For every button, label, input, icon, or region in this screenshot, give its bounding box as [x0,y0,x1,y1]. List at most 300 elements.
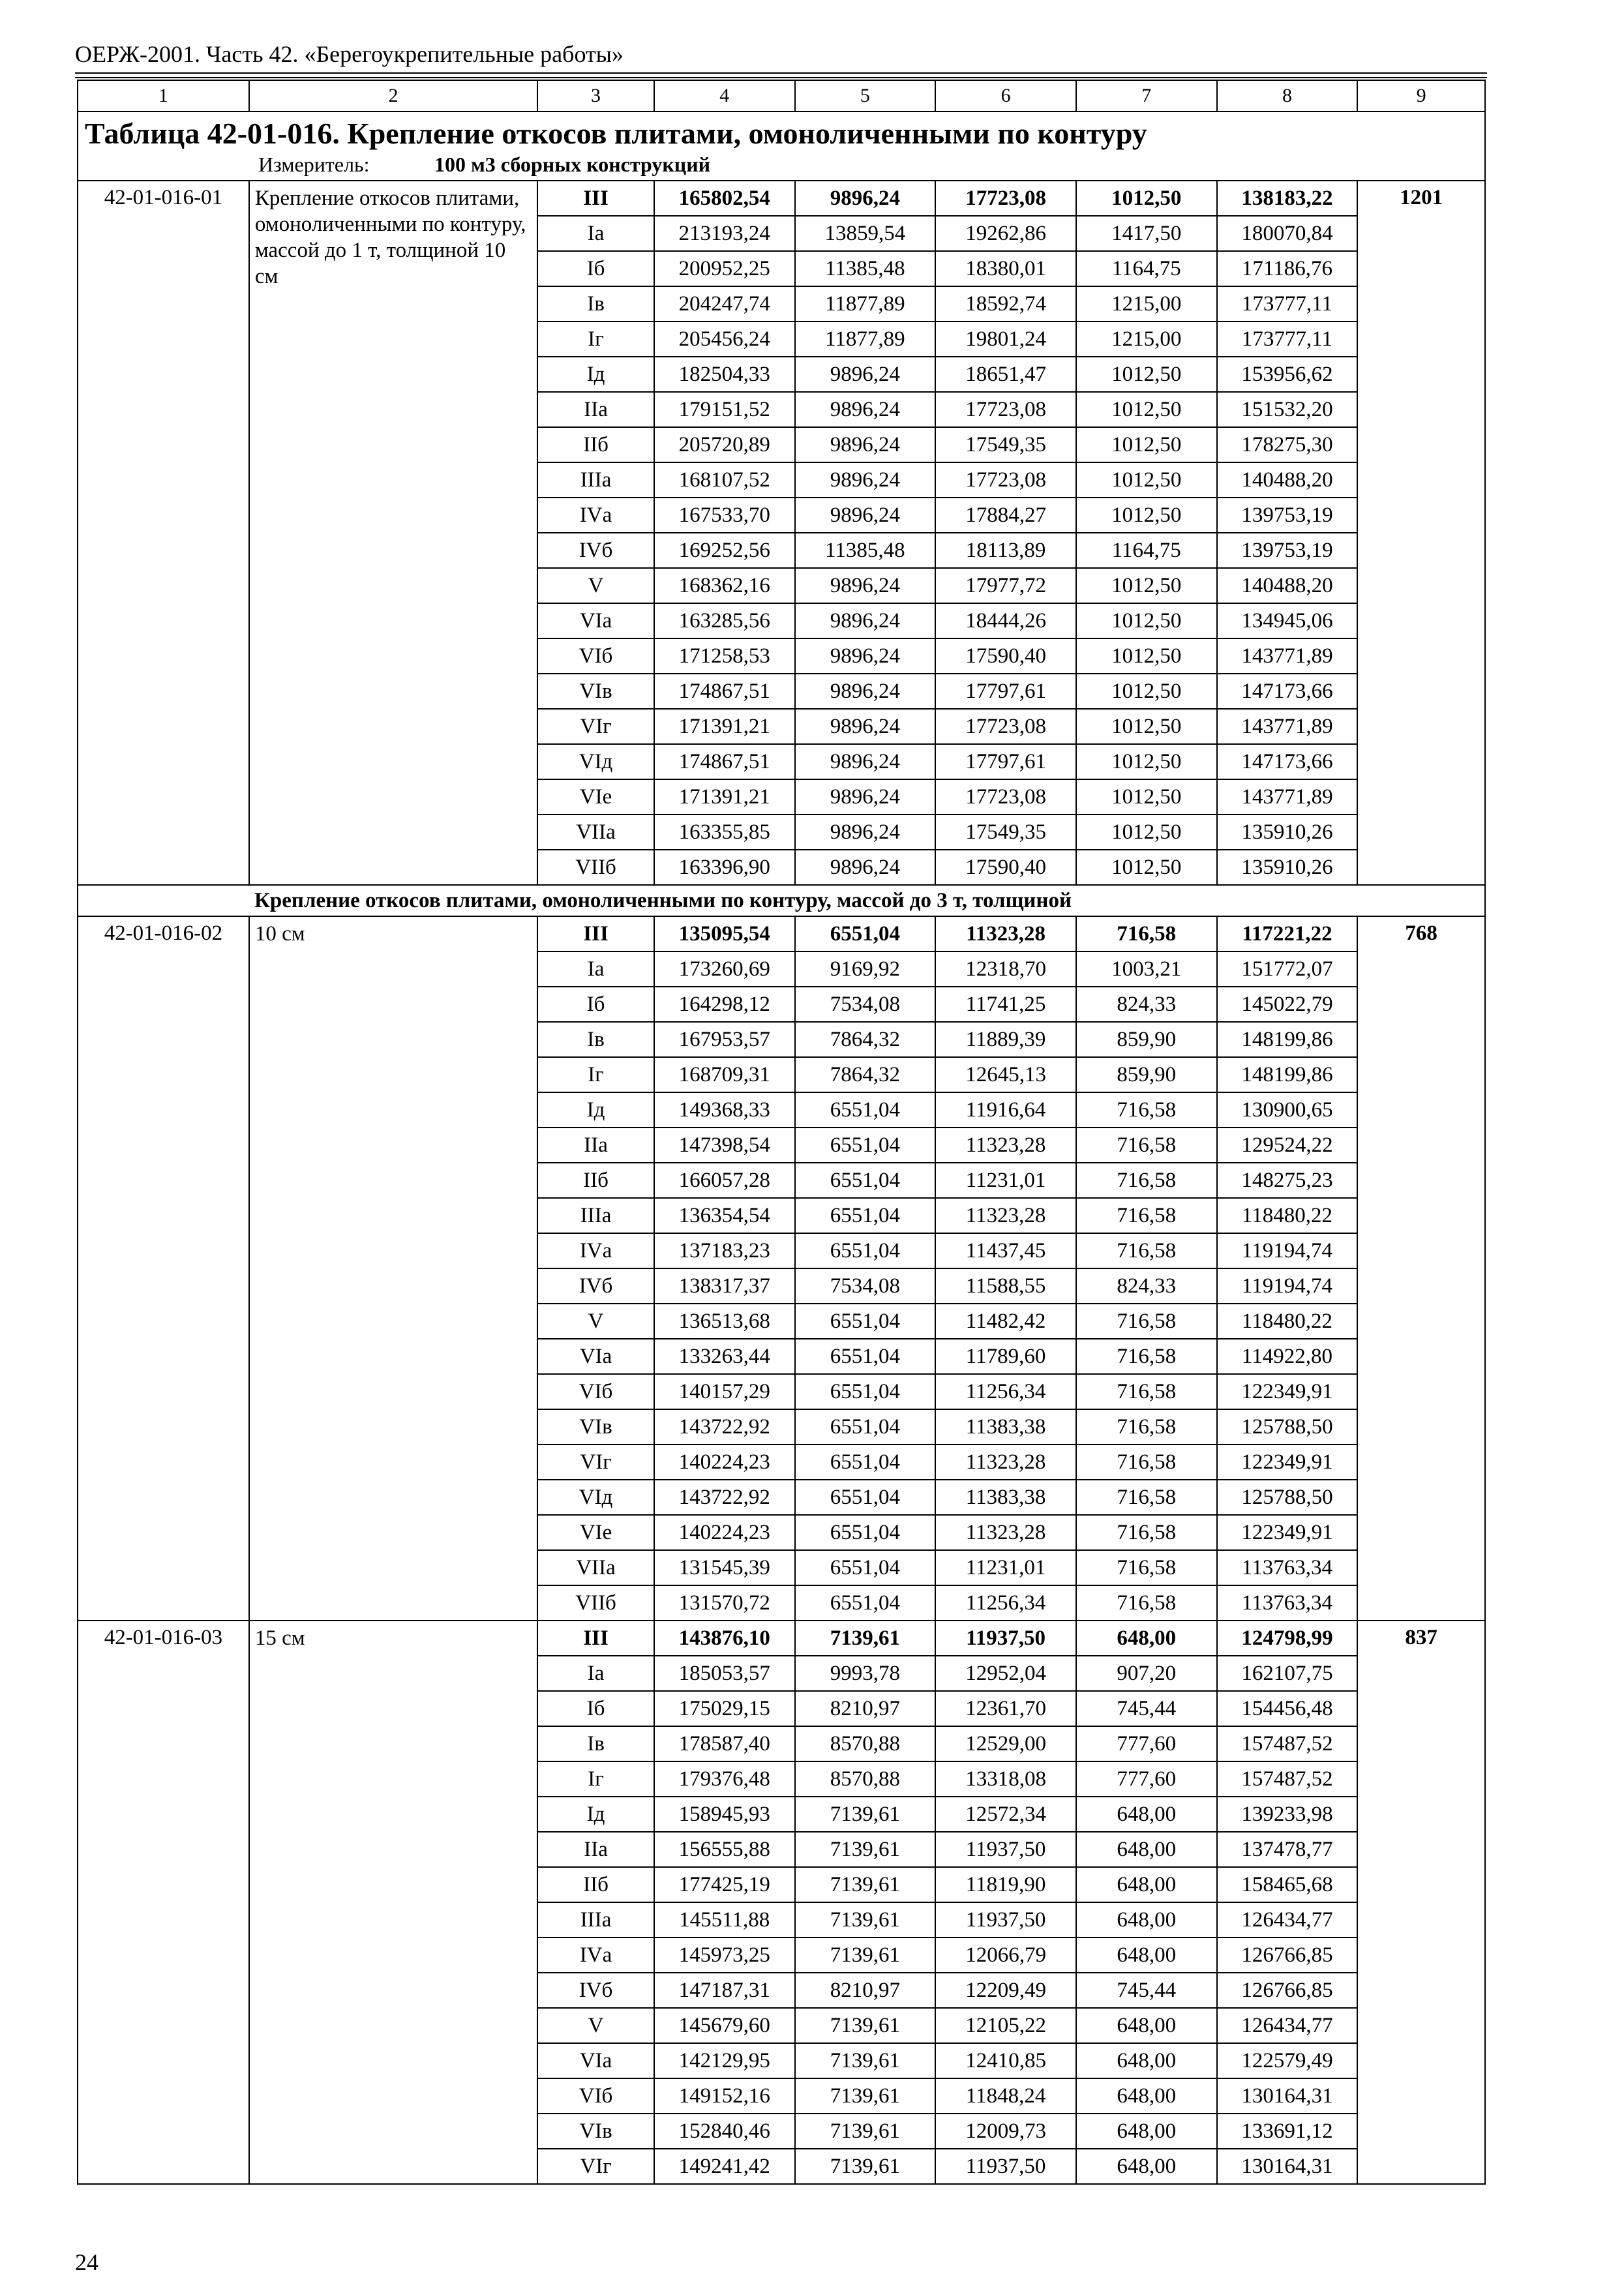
zone-cell: Iг [537,322,654,357]
zone-cell: Iд [537,1092,654,1128]
value-cell: 126434,77 [1217,2008,1358,2043]
value-cell: 7139,61 [795,1937,936,1973]
value-cell: 205456,24 [654,322,795,357]
zone-cell: VIг [537,2149,654,2184]
value-cell: 12009,73 [935,2114,1076,2149]
value-cell: 158945,93 [654,1797,795,1832]
value-cell: 6551,04 [795,1409,936,1444]
zone-cell: III [537,916,654,951]
value-cell: 153956,62 [1217,357,1358,392]
value-cell: 148199,86 [1217,1022,1358,1057]
value-cell: 185053,57 [654,1656,795,1691]
zone-cell: Iг [537,1761,654,1797]
value-cell: 1012,50 [1076,462,1217,498]
value-cell: 11916,64 [935,1092,1076,1128]
value-cell: 213193,24 [654,216,795,251]
zone-cell: VIб [537,2078,654,2114]
value-cell: 157487,52 [1217,1761,1358,1797]
column-number: 1 [78,80,249,112]
value-cell: 9896,24 [795,357,936,392]
value-cell: 11889,39 [935,1022,1076,1057]
value-cell: 12318,70 [935,951,1076,987]
value-cell: 171258,53 [654,638,795,674]
value-cell: 18380,01 [935,251,1076,286]
running-header: ОЕРЖ-2001. Часть 42. «Берегоукрепительные работы» [75,41,624,67]
zone-cell: VIв [537,2114,654,2149]
rates-table [77,80,1486,2185]
value-cell: 6551,04 [795,1374,936,1409]
value-cell: 114922,80 [1217,1339,1358,1374]
value-cell: 1012,50 [1076,779,1217,815]
zone-cell: III [537,181,654,216]
value-cell: 149368,33 [654,1092,795,1128]
value-cell: 143771,89 [1217,779,1358,815]
value-cell: 1003,21 [1076,951,1217,987]
value-cell: 1012,50 [1076,674,1217,709]
value-cell: 6551,04 [795,1304,936,1339]
value-cell: 17549,35 [935,815,1076,850]
value-cell: 11588,55 [935,1268,1076,1304]
value-cell: 164298,12 [654,987,795,1022]
value-cell: 9896,24 [795,744,936,779]
rate-code: 42-01-016-01 [78,181,249,885]
value-cell: 6551,04 [795,1585,936,1621]
value-cell: 135095,54 [654,916,795,951]
value-cell: 18113,89 [935,533,1076,568]
value-cell: 11323,28 [935,916,1076,951]
value-cell: 148199,86 [1217,1057,1358,1092]
value-cell: 139753,19 [1217,533,1358,568]
value-cell: 9896,24 [795,850,936,885]
zone-cell: IVа [537,1233,654,1268]
value-cell: 142129,95 [654,2043,795,2078]
value-cell: 11256,34 [935,1374,1076,1409]
value-cell: 17723,08 [935,392,1076,427]
value-cell: 1417,50 [1076,216,1217,251]
resource-value: 768 [1357,916,1485,1621]
value-cell: 1012,50 [1076,603,1217,638]
value-cell: 11937,50 [935,2149,1076,2184]
value-cell: 7139,61 [795,1621,936,1656]
value-cell: 7139,61 [795,2149,936,2184]
value-cell: 859,90 [1076,1022,1217,1057]
value-cell: 9896,24 [795,815,936,850]
value-cell: 9896,24 [795,181,936,216]
zone-cell: VIб [537,638,654,674]
value-cell: 11323,28 [935,1128,1076,1163]
zone-cell: Iв [537,1022,654,1057]
value-cell: 136354,54 [654,1198,795,1233]
value-cell: 12952,04 [935,1656,1076,1691]
value-cell: 716,58 [1076,1480,1217,1515]
zone-cell: IVб [537,1268,654,1304]
zone-cell: Iа [537,216,654,251]
value-cell: 165802,54 [654,181,795,216]
value-cell: 126766,85 [1217,1937,1358,1973]
value-cell: 136513,68 [654,1304,795,1339]
unit-line [85,151,1478,180]
value-cell: 12105,22 [935,2008,1076,2043]
value-cell: 9993,78 [795,1656,936,1691]
value-cell: 648,00 [1076,1902,1217,1937]
value-cell: 1012,50 [1076,568,1217,603]
value-cell: 138183,22 [1217,181,1358,216]
value-cell: 122349,91 [1217,1444,1358,1480]
value-cell: 8210,97 [795,1691,936,1726]
value-cell: 122579,49 [1217,2043,1358,2078]
value-cell: 7534,08 [795,987,936,1022]
value-cell: 13318,08 [935,1761,1076,1797]
value-cell: 122349,91 [1217,1374,1358,1409]
value-cell: 777,60 [1076,1761,1217,1797]
column-number: 9 [1357,80,1485,112]
zone-cell: IIа [537,1832,654,1867]
value-cell: 11877,89 [795,286,936,322]
value-cell: 716,58 [1076,1304,1217,1339]
value-cell: 6551,04 [795,1515,936,1550]
table-body [78,80,1485,2184]
rate-description: 10 см [249,916,537,1621]
value-cell: 648,00 [1076,2008,1217,2043]
value-cell: 129524,22 [1217,1128,1358,1163]
value-cell: 151772,07 [1217,951,1358,987]
value-cell: 133263,44 [654,1339,795,1374]
value-cell: 8570,88 [795,1726,936,1761]
value-cell: 124798,99 [1217,1621,1358,1656]
value-cell: 17590,40 [935,850,1076,885]
value-cell: 204247,74 [654,286,795,322]
value-cell: 147398,54 [654,1128,795,1163]
value-cell: 824,33 [1076,987,1217,1022]
value-cell: 716,58 [1076,1233,1217,1268]
zone-cell: VIIб [537,1585,654,1621]
zone-cell: IIIа [537,462,654,498]
value-cell: 166057,28 [654,1163,795,1198]
zone-cell: IVа [537,1937,654,1973]
zone-cell: Iб [537,1691,654,1726]
value-cell: 18592,74 [935,286,1076,322]
zone-cell: Iв [537,286,654,322]
value-cell: 18444,26 [935,603,1076,638]
value-cell: 716,58 [1076,1198,1217,1233]
zone-cell: IVб [537,533,654,568]
value-cell: 173777,11 [1217,286,1358,322]
value-cell: 648,00 [1076,1937,1217,1973]
value-cell: 11385,48 [795,533,936,568]
zone-cell: IIIа [537,1902,654,1937]
value-cell: 9896,24 [795,427,936,462]
value-cell: 716,58 [1076,1339,1217,1374]
zone-cell: IIа [537,1128,654,1163]
value-cell: 119194,74 [1217,1233,1358,1268]
value-cell: 7139,61 [795,1797,936,1832]
value-cell: 17797,61 [935,674,1076,709]
zone-cell: IIб [537,1163,654,1198]
value-cell: 149241,42 [654,2149,795,2184]
value-cell: 139233,98 [1217,1797,1358,1832]
value-cell: 149152,16 [654,2078,795,2114]
value-cell: 134945,06 [1217,603,1358,638]
value-cell: 139753,19 [1217,498,1358,533]
value-cell: 7139,61 [795,1867,936,1902]
value-cell: 130164,31 [1217,2078,1358,2114]
value-cell: 716,58 [1076,1550,1217,1585]
value-cell: 11848,24 [935,2078,1076,2114]
value-cell: 1164,75 [1076,251,1217,286]
value-cell: 167533,70 [654,498,795,533]
value-cell: 9896,24 [795,709,936,744]
resource-value: 1201 [1357,181,1485,885]
value-cell: 147187,31 [654,1973,795,2008]
value-cell: 1012,50 [1076,181,1217,216]
value-cell: 113763,34 [1217,1585,1358,1621]
value-cell: 9896,24 [795,603,936,638]
value-cell: 17723,08 [935,779,1076,815]
value-cell: 777,60 [1076,1726,1217,1761]
value-cell: 162107,75 [1217,1656,1358,1691]
zone-cell: VIб [537,1374,654,1409]
value-cell: 7139,61 [795,2043,936,2078]
value-cell: 19262,86 [935,216,1076,251]
value-cell: 138317,37 [654,1268,795,1304]
value-cell: 145679,60 [654,2008,795,2043]
value-cell: 716,58 [1076,1585,1217,1621]
value-cell: 151532,20 [1217,392,1358,427]
value-cell: 17884,27 [935,498,1076,533]
value-cell: 163396,90 [654,850,795,885]
value-cell: 11231,01 [935,1550,1076,1585]
value-cell: 118480,22 [1217,1304,1358,1339]
value-cell: 1012,50 [1076,357,1217,392]
table-row [78,181,1485,216]
value-cell: 11937,50 [935,1832,1076,1867]
zone-cell: VIа [537,2043,654,2078]
zone-cell: VIд [537,744,654,779]
zone-cell: Iг [537,1057,654,1092]
column-number: 3 [537,80,654,112]
zone-cell: VIIа [537,1550,654,1585]
value-cell: 168362,16 [654,568,795,603]
value-cell: 180070,84 [1217,216,1358,251]
column-number: 2 [249,80,537,112]
value-cell: 716,58 [1076,1409,1217,1444]
zone-cell: Iд [537,1797,654,1832]
value-cell: 147173,66 [1217,674,1358,709]
value-cell: 6551,04 [795,1163,936,1198]
zone-cell: Iб [537,251,654,286]
value-cell: 7864,32 [795,1057,936,1092]
group-title: Крепление откосов плитами, омоноличенными по контуру, массой до 3 т, толщиной [78,885,1485,916]
value-cell: 122349,91 [1217,1515,1358,1550]
value-cell: 11385,48 [795,251,936,286]
table-row [78,916,1485,951]
value-cell: 11231,01 [935,1163,1076,1198]
value-cell: 6551,04 [795,1444,936,1480]
value-cell: 205720,89 [654,427,795,462]
value-cell: 157487,52 [1217,1726,1358,1761]
value-cell: 7139,61 [795,1902,936,1937]
value-cell: 716,58 [1076,1444,1217,1480]
zone-cell: VIе [537,1515,654,1550]
column-number: 5 [795,80,936,112]
value-cell: 12361,70 [935,1691,1076,1726]
value-cell: 12529,00 [935,1726,1076,1761]
value-cell: 1012,50 [1076,427,1217,462]
value-cell: 171186,76 [1217,251,1358,286]
value-cell: 1012,50 [1076,709,1217,744]
value-cell: 11437,45 [935,1233,1076,1268]
value-cell: 163355,85 [654,815,795,850]
table-title: Таблица 42-01-016. Крепление откосов плитами, омоноличенными по контуру [85,117,1147,150]
table-title-cell [78,112,1485,181]
zone-cell: VIв [537,674,654,709]
rate-description: 15 см [249,1621,537,2184]
value-cell: 12572,34 [935,1797,1076,1832]
zone-cell: VIв [537,1409,654,1444]
value-cell: 135910,26 [1217,815,1358,850]
value-cell: 12410,85 [935,2043,1076,2078]
value-cell: 167953,57 [654,1022,795,1057]
value-cell: 17723,08 [935,709,1076,744]
value-cell: 145973,25 [654,1937,795,1973]
zone-cell: V [537,1304,654,1339]
column-number: 8 [1217,80,1358,112]
value-cell: 119194,74 [1217,1268,1358,1304]
value-cell: 130900,65 [1217,1092,1358,1128]
zone-cell: VIг [537,1444,654,1480]
zone-cell: III [537,1621,654,1656]
zone-cell: VIе [537,779,654,815]
group-title-row [78,885,1485,916]
zone-cell: V [537,2008,654,2043]
value-cell: 7139,61 [795,2114,936,2149]
value-cell: 163285,56 [654,603,795,638]
value-cell: 168107,52 [654,462,795,498]
value-cell: 171391,21 [654,779,795,815]
zone-cell: VIIа [537,815,654,850]
zone-cell: VIд [537,1480,654,1515]
value-cell: 143722,92 [654,1480,795,1515]
value-cell: 140224,23 [654,1444,795,1480]
value-cell: 133691,12 [1217,2114,1358,2149]
value-cell: 9896,24 [795,462,936,498]
value-cell: 648,00 [1076,2149,1217,2184]
resource-value: 837 [1357,1621,1485,2184]
value-cell: 1012,50 [1076,850,1217,885]
value-cell: 17723,08 [935,462,1076,498]
value-cell: 126434,77 [1217,1902,1358,1937]
value-cell: 7534,08 [795,1268,936,1304]
zone-cell: Iд [537,357,654,392]
value-cell: 824,33 [1076,1268,1217,1304]
value-cell: 9896,24 [795,779,936,815]
value-cell: 1012,50 [1076,815,1217,850]
value-cell: 140488,20 [1217,462,1358,498]
zone-cell: VIа [537,1339,654,1374]
value-cell: 11937,50 [935,1621,1076,1656]
value-cell: 6551,04 [795,1198,936,1233]
column-number: 4 [654,80,795,112]
zone-cell: IIб [537,427,654,462]
value-cell: 6551,04 [795,916,936,951]
zone-cell: IIа [537,392,654,427]
value-cell: 716,58 [1076,916,1217,951]
value-cell: 11323,28 [935,1198,1076,1233]
value-cell: 145022,79 [1217,987,1358,1022]
value-cell: 1164,75 [1076,533,1217,568]
header-rule [75,77,1487,78]
value-cell: 11383,38 [935,1409,1076,1444]
value-cell: 648,00 [1076,1621,1217,1656]
value-cell: 17590,40 [935,638,1076,674]
table-title-row [78,112,1485,181]
value-cell: 137478,77 [1217,1832,1358,1867]
value-cell: 648,00 [1076,1797,1217,1832]
value-cell: 17797,61 [935,744,1076,779]
value-cell: 8570,88 [795,1761,936,1797]
rate-code: 42-01-016-02 [78,916,249,1621]
value-cell: 152840,46 [654,2114,795,2149]
value-cell: 140224,23 [654,1515,795,1550]
value-cell: 173777,11 [1217,322,1358,357]
zone-cell: Iа [537,951,654,987]
value-cell: 11741,25 [935,987,1076,1022]
zone-cell: VIг [537,709,654,744]
zone-cell: IVб [537,1973,654,2008]
value-cell: 147173,66 [1217,744,1358,779]
value-cell: 1012,50 [1076,498,1217,533]
value-cell: 18651,47 [935,357,1076,392]
value-cell: 178275,30 [1217,427,1358,462]
value-cell: 178587,40 [654,1726,795,1761]
value-cell: 11383,38 [935,1480,1076,1515]
value-cell: 158465,68 [1217,1867,1358,1902]
value-cell: 8210,97 [795,1973,936,2008]
value-cell: 125788,50 [1217,1480,1358,1515]
value-cell: 171391,21 [654,709,795,744]
value-cell: 11323,28 [935,1444,1076,1480]
value-cell: 1012,50 [1076,392,1217,427]
value-cell: 118480,22 [1217,1198,1358,1233]
rate-description: Крепление откосов плитами, омоноличенными по контуру, массой до 1 т, толщиной 10 см [249,181,537,885]
value-cell: 174867,51 [654,674,795,709]
value-cell: 12645,13 [935,1057,1076,1092]
rate-code: 42-01-016-03 [78,1621,249,2184]
value-cell: 1012,50 [1076,744,1217,779]
value-cell: 17977,72 [935,568,1076,603]
value-cell: 9169,92 [795,951,936,987]
header-rule [75,72,1487,74]
zone-cell: IVа [537,498,654,533]
value-cell: 6551,04 [795,1092,936,1128]
zone-cell: VIа [537,603,654,638]
value-cell: 17723,08 [935,181,1076,216]
value-cell: 9896,24 [795,568,936,603]
value-cell: 143876,10 [654,1621,795,1656]
value-cell: 175029,15 [654,1691,795,1726]
value-cell: 131570,72 [654,1585,795,1621]
value-cell: 716,58 [1076,1163,1217,1198]
unit-label: Измеритель: [258,153,370,176]
value-cell: 168709,31 [654,1057,795,1092]
value-cell: 859,90 [1076,1057,1217,1092]
value-cell: 140157,29 [654,1374,795,1409]
value-cell: 11256,34 [935,1585,1076,1621]
value-cell: 179376,48 [654,1761,795,1797]
value-cell: 6551,04 [795,1233,936,1268]
zone-cell: Iв [537,1726,654,1761]
value-cell: 11937,50 [935,1902,1076,1937]
